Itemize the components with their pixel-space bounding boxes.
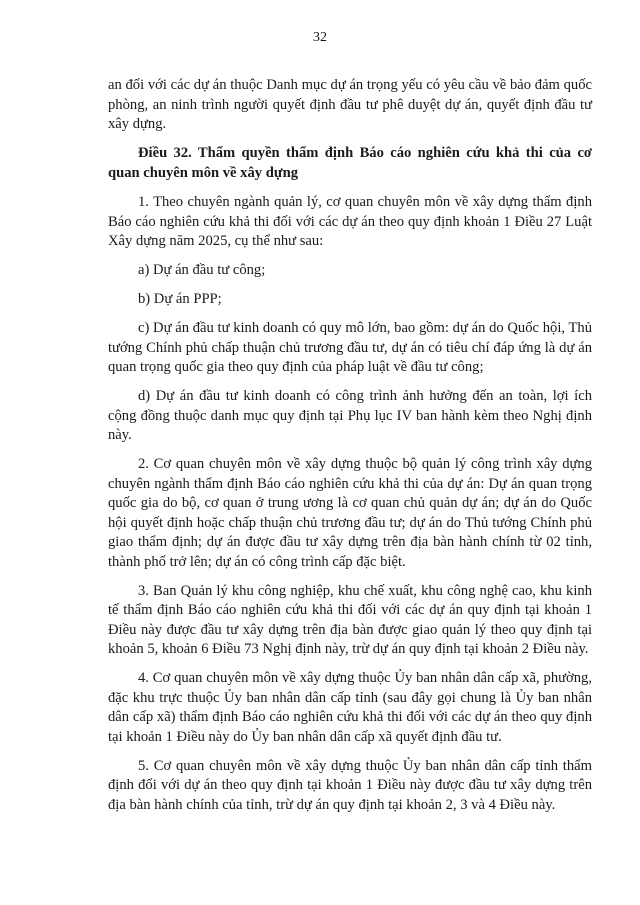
clause-4: 4. Cơ quan chuyên môn về xây dựng thuộc Ủy ban nhân dân cấp xã, phường, đặc khu trực thuộc Ủy ban nhân dân cấp tỉnh (sau đây gọi chung là Ủy ban nhân dân cấp xã) thẩm định Báo cáo nghiên cứu khả thi đối với các dự án theo quy định tại khoản 1 Điều này do Ủy ban nhân dân cấp xã quyết định đầu tư. bbox=[108, 670, 592, 745]
clause-3: 3. Ban Quản lý khu công nghiệp, khu chế xuất, khu công nghệ cao, khu kinh tế thẩm định Báo cáo nghiên cứu khả thi đối với các dự án quy định tại khoản 1 Điều này được đầu tư xây dựng trên địa bàn được giao quản lý theo quy định tại khoản 5, khoản 6 Điều 73 Nghị định này, trừ dự án quy định tại khoản 2 Điều này. bbox=[108, 582, 592, 657]
document-body bbox=[108, 76, 592, 825]
clause-1-item-c: c) Dự án đầu tư kinh doanh có quy mô lớn, bao gồm: dự án do Quốc hội, Thủ tướng Chính phủ chấp thuận chủ trương đầu tư, dự án có tiêu chí đáp ứng là dự án quan trọng quốc gia theo quy định của pháp luật về đầu tư công; bbox=[108, 320, 592, 375]
paragraph-continued: an đối với các dự án thuộc Danh mục dự án trọng yếu có yêu cầu về bảo đảm quốc phòng, an ninh trình người quyết định đầu tư phê duyệt dự án, quyết định đầu tư xây dựng. bbox=[108, 77, 592, 132]
clause-1-item-a: a) Dự án đầu tư công; bbox=[138, 262, 266, 278]
page-number: 32 bbox=[313, 30, 327, 45]
clause-5: 5. Cơ quan chuyên môn về xây dựng thuộc Ủy ban nhân dân cấp tỉnh thẩm định đối với dự án theo quy định tại khoản 1 Điều này được đầu tư xây dựng trên địa bàn hành chính của tỉnh, trừ dự án quy định tại khoản 2, 3 và 4 Điều này. bbox=[108, 757, 592, 813]
clause-2: 2. Cơ quan chuyên môn về xây dựng thuộc bộ quản lý công trình xây dựng chuyên ngành thẩm định Báo cáo nghiên cứu khả thi của dự án: Dự án quan trọng quốc gia do bộ, cơ quan ở trung ương là cơ quan chủ quản dự án; dự án do Quốc hội quyết định hoặc chấp thuận chủ trương đầu tư; dự án do Thủ tướng Chính phủ giao thẩm định; dự án được đầu tư xây dựng trên địa bàn hành chính từ 02 tỉnh, thành phố trở lên; dự án có công trình cấp đặc biệt. bbox=[108, 456, 592, 570]
clause-1-item-b: b) Dự án PPP; bbox=[138, 291, 222, 307]
article-title: Điều 32. Thẩm quyền thẩm định Báo cáo nghiên cứu khả thi của cơ quan chuyên môn về xây dựng bbox=[108, 145, 592, 181]
clause-1-item-d: d) Dự án đầu tư kinh doanh có công trình ảnh hưởng đến an toàn, lợi ích cộng đồng thuộc danh mục quy định tại Phụ lục IV ban hành kèm theo Nghị định này. bbox=[108, 388, 592, 443]
clause-1: 1. Theo chuyên ngành quản lý, cơ quan chuyên môn về xây dựng thẩm định Báo cáo nghiên cứu khả thi đối với các dự án theo quy định khoản 1 Điều 27 Luật Xây dựng năm 2025, cụ thể như sau: bbox=[108, 194, 592, 249]
